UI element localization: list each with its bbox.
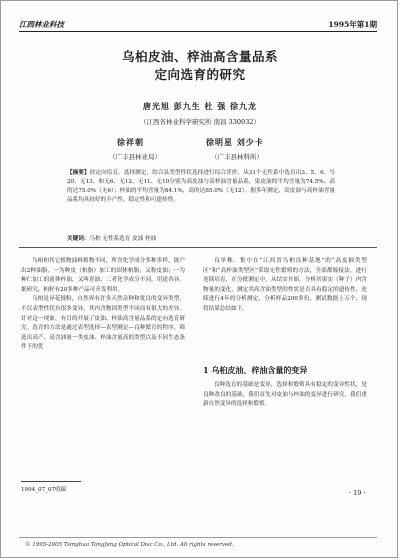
author-list-2-left: 徐祥朝 (117, 137, 144, 147)
abstract-label: 【摘要】 (67, 170, 90, 176)
keywords-label: 关键词： (67, 236, 90, 242)
header-rule (19, 31, 377, 32)
paragraph: 乌桕和其它植物油料植物不同，所含化学成分多种多样，能产出2种油脂，一为种皮（桕脂）加工的固体桕脂，又称皮油；一为种仁加工的液体梓油，又叫青油；二者化学成分不同，用途各异。据研究，桕籽有20多种产品可开发利用。 (21, 258, 185, 293)
footnote-rule (21, 481, 81, 482)
keywords (67, 235, 335, 244)
abstract-text: 经定向培育，选择测定，结合县类型性状选择进行综合评价，从31个无性系中选育出3、5、6、号20、无13、和无6、无12、无11、无10分别为高皮油与高梓油含量品系，果皮油的平均含量为74.5%、高的达75.0%（无6）；梓油的平均含量为84.1%，高的达85.0%（无12）。据多年测定，高皮油与高梓油含量品系均具较好的丰产性、稳定性和可遗传性。 (67, 170, 335, 203)
bottom-rule (19, 537, 377, 538)
affiliation-1: （江西省林业科学研究所 南昌 330032） (140, 118, 260, 126)
affiliation-2-right: （广丰县林科所） (211, 153, 263, 161)
author-list-1: 唐光旭 彭九生 杜 强 徐九龙 (142, 101, 258, 111)
section-body (203, 381, 367, 410)
body-column-left (21, 257, 185, 353)
author-list-2-right: 徐明星 刘少卡 (206, 137, 264, 147)
page-number: · 19 · (349, 489, 366, 497)
paper-title-line2: 定向选育的研究 (154, 67, 246, 82)
paragraph: 乌桕是异花授粉，自然界有许多天然杂种和优良的变异类型，不仅表型性状有很多变异，其内含物因类型不同而有很大的差异。针对这一现象，有目的开展了皮油、梓油高含量品系的定向选育研究。选育的方法是通过表型选择—表型测定—良种繁育的程序，筛选出高产、高含油量一类皮油、梓油含量高的类型以及不同生态条件下的优 (21, 296, 185, 351)
received-date-footnote: 1994_07_07收稿 (21, 487, 67, 493)
section-divider (19, 247, 377, 248)
paragraph: 良种选育的基础是变异，选择和繁殖具有稳定的变异性状，是良种改良的基础，我们首先对皮油与梓油的变异进行研究。我们重新自然变异的选择和繁殖。 (203, 382, 367, 408)
copyright-notice: © 1995-2005 Tsinghua Tongfang Optical Disc Co., Ltd. All rights reserved. (25, 542, 234, 548)
journal-name: 江西林业科技 (19, 20, 64, 29)
paper-title-line1: 乌桕皮油、梓油高含量品系 (121, 49, 278, 64)
keywords-text: 乌桕 无性系选育 皮油 梓油 (89, 236, 157, 242)
section-heading: 1 乌桕皮油、梓油含量的变异 (203, 365, 308, 375)
body-column-right (203, 257, 367, 315)
abstract (67, 169, 335, 205)
paragraph: 良单株。集中在“江西省乌桕良种基地”的“高皮抽类型区”和“高梓油类型区”采取无性繁殖的方法，全部都嫁接法。进行连续培育，在分批测定中，从结实开始，分析其果实（种子）内含物量的变化，测定其高含油类型的性状是否具有稳定的遗传性，连续进行4年的分析测定，分析样品200多份，测试数据上万个，现将结果总结如下。 (203, 258, 367, 312)
issue-label: 1995年第1期 (328, 20, 377, 29)
affiliation-2-left: （广丰县林业局） (109, 153, 161, 161)
